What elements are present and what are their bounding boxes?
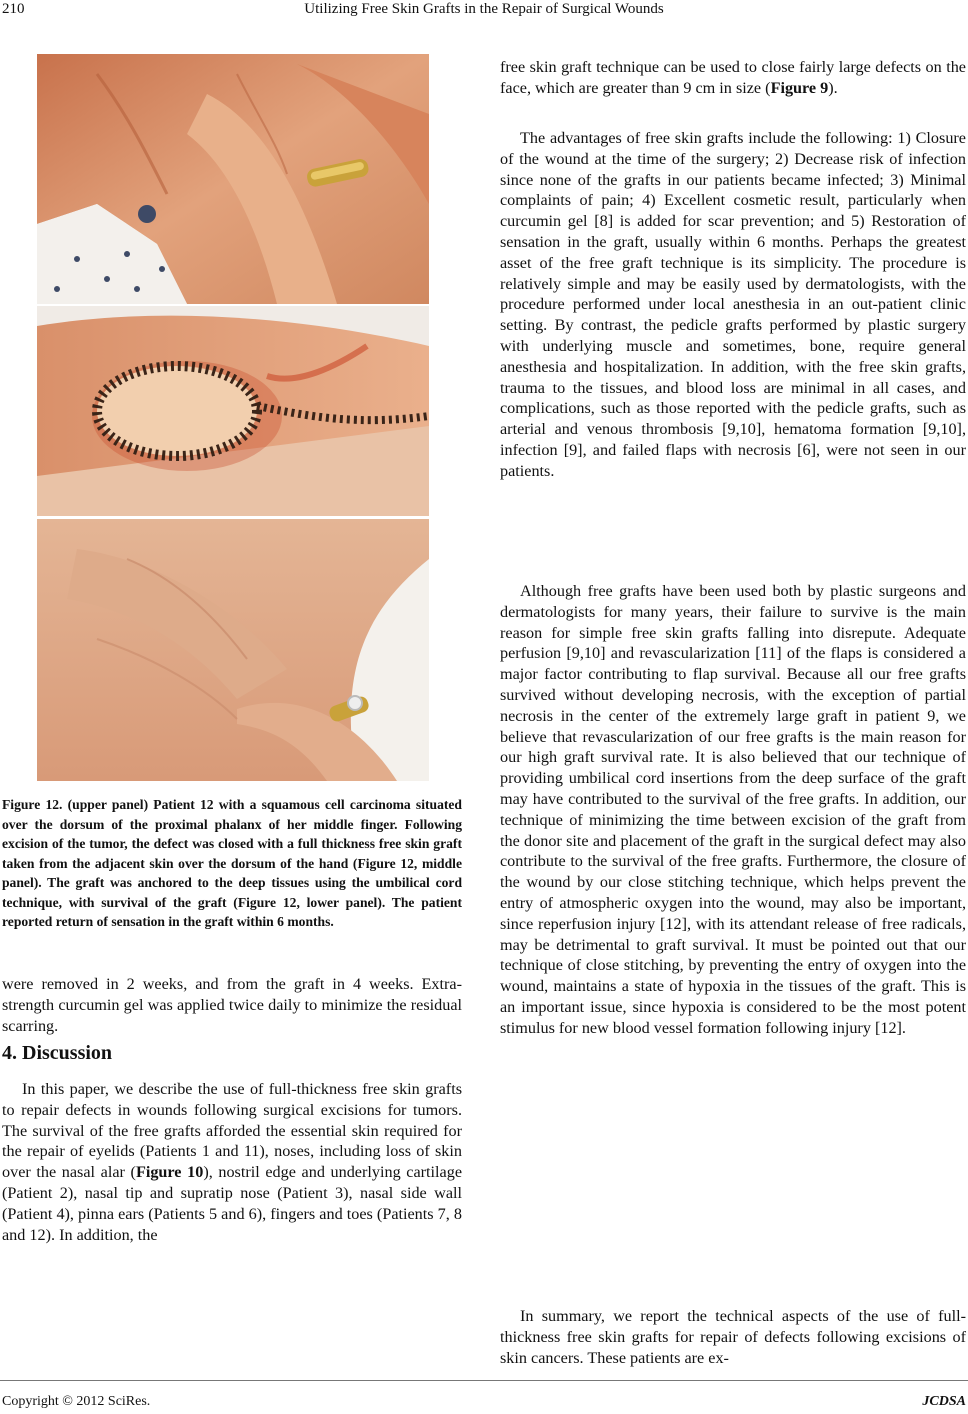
figure-9-link[interactable]: Figure 9 — [770, 78, 829, 97]
para1-text-a: free skin graft technique can be used to close fairly large defects on the face, which are greater than 9 cm in size ( — [500, 58, 966, 97]
figure-12-photo — [37, 54, 429, 781]
figure-caption: Figure 12. (upper panel) Patient 12 with a squamous cell carcinoma situated over the dorsum of the proximal phalanx of her middle finger. Following excision of the tumor, the defect was closed with a full thickness free skin graft taken from the adjacent skin over the dorsum of the hand (Figure 12, middle panel). The graft was anchored to the deep tissues using the umbilical cord technique, with survival of the graft (Figure 12, lower panel). The patient reported return of sensation in the graft within 6 months. — [2, 797, 462, 929]
right-paragraph-1 — [500, 57, 966, 99]
footer-divider — [0, 1380, 968, 1381]
lower-panel — [37, 519, 429, 781]
middle-panel — [37, 306, 429, 516]
left-paragraph-discussion — [2, 1079, 462, 1245]
right-paragraph-4: In summary, we report the technical aspects of the use of full-thickness free skin grafts for repair of defects following excisions of skin cancers. These patients are ex- — [500, 1307, 966, 1367]
figure-10-link[interactable]: Figure 10 — [135, 1163, 204, 1182]
para1-text-b: ). — [828, 78, 838, 97]
footer-journal: JCDSA — [922, 1394, 966, 1409]
page-number: 210 — [2, 1, 25, 17]
upper-panel — [37, 54, 429, 304]
footer-copyright: Copyright © 2012 SciRes. — [2, 1394, 151, 1409]
right-paragraph-2: The advantages of free skin grafts include the following: 1) Closure of the wound at the time of the surgery; 2) Decrease risk of infection since none of the grafts in our patients became infected; 3) Minimal complaints of pain; 4) Excellent cosmetic result, particularly when curcumin gel [8] is added for scar prevention; and 5) Restoration of sensation in the graft, usually within 6 months. Perhaps the greatest asset of the free graft technique is its simplicity. The procedure is relatively simple and may be easily used by dermatologists, with the procedure performed under local anesthesia in an out-patient clinic setting. By contrast, the pedicle grafts performed by plastic surgery with underlying muscle and sometimes, bone, require general anesthesia and hospitalization. In addition, with the free skin grafts, trauma to the tissues, and blood loss are minimal in all cases, and complications, such as those reported with the pedicle grafts, such as arterial and venous thrombosis [9,10], hematoma formation [9,10], infection [9], and failed flaps with necrosis [6], were not seen in our patients. — [500, 129, 966, 480]
left-paragraph-continued: were removed in 2 weeks, and from the graft in 4 weeks. Extra-strength curcumin gel was applied twice daily to minimize the residual scarring. — [2, 975, 462, 1035]
right-paragraph-3: Although free grafts have been used both by plastic surgeons and dermatologists for many years, their failure to survive is the main reason for simple free skin grafts falling into disrepute. Adequate perfusion [9,10] and revascularization [11] of the flaps is considered a major factor contributing to flap survival. Because all our free grafts survived without developing necrosis, with the exception of partial necrosis in the center of the extremely large graft in patient 9, we believe that revascularization of our free grafts is the main reason for our high graft survival rate. It is also believed that our technique of providing umbilical cord insertions from the deep surface of the graft may have contributed to the survival of the free grafts. In addition, our technique of minimizing the time between excision of the graft from the donor site and placement of the graft in the surgical defect may also contribute to the survival of the free grafts. Furthermore, the closure of the wound by our close stitching technique, which helps prevent the entry of atmospheric oxygen into the wound, may also be important, since reperfusion injury [12], with its attendant release of free radicals, may be detrimental to graft survival. It must be pointed out that our technique of close stitching, by preventing the entry of oxygen into the wound, maintains a state of hypoxia in the tissues of the graft. This is an important issue, since hypoxia is considered to be the most potent stimulus for new blood vessel formation following injury [12]. — [500, 582, 966, 1037]
discussion-text-b: ), nostril edge and underlying cartilage (Patient 2), nasal tip and supratip nose (Patient 3), nasal side wall (Patient 4), pinna ears (Patients 5 and 6), fingers and toes (Patients 7, 8 and 12). In addition, the — [2, 1163, 462, 1244]
discussion-text-a: In this paper, we describe the use of full-thickness free skin grafts to repair defects in wounds following surgical excisions for tumors. The survival of the free grafts afforded the essential skin required for the repair of eyelids (Patients 1 and 11), noses, including loss of skin over the nasal alar ( — [2, 1080, 462, 1182]
running-title: Utilizing Free Skin Grafts in the Repair of Surgical Wounds — [304, 1, 664, 17]
section-heading: 4. Discussion — [2, 1042, 113, 1064]
